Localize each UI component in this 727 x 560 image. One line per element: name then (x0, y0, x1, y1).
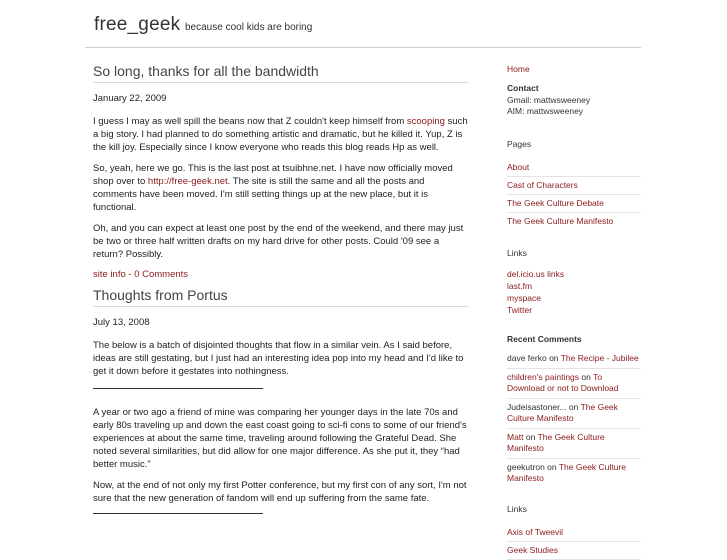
pages-heading: Pages (507, 139, 532, 149)
post (93, 286, 468, 514)
scooping-link[interactable]: scooping (406, 116, 445, 127)
site-title-link[interactable]: free_geek (94, 14, 181, 35)
contact-section (507, 83, 641, 117)
links-heading: Links (507, 504, 527, 514)
links-section-2 (507, 504, 641, 560)
list-item (507, 280, 641, 292)
home-link[interactable]: Home (507, 64, 530, 74)
comment-post-link[interactable]: The Geek Culture Manifesto (507, 402, 618, 423)
comments-link[interactable]: 0 Comments (134, 269, 189, 280)
comment-post-link[interactable]: The Recipe - Jubilee (560, 353, 639, 363)
comment-item (507, 459, 641, 488)
comment-item (507, 369, 641, 399)
comment-author: geekutron (507, 462, 545, 472)
site-info-link[interactable]: site info (93, 269, 126, 280)
list-item (507, 195, 641, 213)
comment-author-link[interactable]: children's paintings (507, 372, 580, 382)
post-title[interactable] (93, 286, 468, 307)
link-twitter[interactable]: Twitter (507, 305, 533, 315)
comment-post-link[interactable]: The Geek Culture Manifesto (507, 462, 626, 483)
post-meta (93, 269, 468, 280)
site-tagline: because cool kids are boring (185, 22, 313, 33)
list-item (507, 292, 641, 304)
post-title-link[interactable]: So long, thanks for all the bandwidth (93, 63, 319, 79)
post-title[interactable] (93, 62, 468, 83)
link-myspace[interactable]: myspace (507, 293, 542, 303)
recent-comments-heading: Recent Comments (507, 334, 582, 344)
divider (93, 513, 263, 514)
comment-item (507, 399, 641, 429)
comment-post-link[interactable]: The Geek Culture Manifesto (507, 432, 605, 453)
contact-heading: Contact (507, 83, 539, 93)
recent-comments-section (507, 334, 641, 488)
comment-on: on (566, 402, 581, 412)
comment-author: Judeisastoner... (507, 402, 567, 412)
page-link-manifesto[interactable]: The Geek Culture Manifesto (507, 216, 614, 226)
contact-gmail: Gmail: mattwsweeney (507, 95, 591, 105)
comment-on: on (579, 372, 594, 382)
link-axis-of-tweevil[interactable]: Axis of Tweevil (507, 527, 564, 537)
meta-separator: - (125, 269, 135, 280)
page-link-debate[interactable]: The Geek Culture Debate (507, 198, 604, 208)
post-paragraph (93, 162, 468, 214)
sidebar (507, 64, 641, 560)
post (93, 62, 468, 280)
link-lastfm[interactable]: last.fm (507, 281, 533, 291)
comment-item (507, 429, 641, 459)
main-content (93, 62, 468, 531)
comment-on: on (546, 353, 561, 363)
post-text: So, yeah, here we go. This is the last post at tsuibhne.net. I have now officially moved shop over to (93, 163, 453, 187)
comment-on: on (523, 432, 538, 442)
list-item (507, 268, 641, 280)
post-paragraph (93, 115, 468, 154)
recent-comments-list (507, 350, 641, 488)
post-paragraph: A year or two ago a friend of mine was comparing her younger days in the late 70s and early 80s traveling up and down the east coast going to sci-fi cons to some of our friend's experiences at about the same time, traveling around following the Grateful Dead. She noted several similarities, but did allow for one major difference. As she put it, they “had better music.” (93, 407, 467, 470)
post-paragraph: The below is a batch of disjointed thoughts that flow in a similar vein. As I said before, ideas are still gestating, but I just had an interesting idea pop into my head and I'd like to get it down before it gestates into nothingness. (93, 340, 464, 377)
free-geek-link[interactable]: http://free-geek.net (147, 176, 228, 187)
comment-item (507, 350, 641, 369)
post-paragraph: Oh, and you can expect at least one post by the end of the weekend, and there may just be two or three half written drafts on my hard drive for other posts. Could '09 see a return? Possibly. (93, 223, 464, 260)
divider (93, 388, 263, 389)
page-link-about[interactable]: About (507, 162, 530, 172)
comment-post-link[interactable]: To Download or not to Download (507, 372, 619, 393)
page-link-cast[interactable]: Cast of Characters (507, 180, 578, 190)
list-item (507, 304, 641, 316)
links-section (507, 248, 641, 316)
post-text: . The site is still the same and all the posts and comments have been moved. I'm still setting things up at the new place, but it is functional. (93, 176, 429, 213)
links-list (507, 268, 641, 316)
list-item (507, 159, 641, 177)
list-item (507, 213, 641, 230)
pages-list (507, 159, 641, 230)
links-heading: Links (507, 248, 527, 258)
link-delicious[interactable]: del.icio.us links (507, 269, 565, 279)
pages-section (507, 139, 641, 230)
links-list-2 (507, 524, 641, 560)
site-header (85, 14, 641, 48)
sidebar-home (507, 64, 641, 74)
post-date: January 22, 2009 (93, 93, 167, 104)
comment-author-link[interactable]: Matt (507, 432, 524, 442)
post-date: July 13, 2008 (93, 317, 150, 328)
comment-author: dave ferko (507, 353, 547, 363)
comment-on: on (544, 462, 559, 472)
post-text: I guess I may as well spill the beans now that Z couldn't keep himself from (93, 116, 407, 127)
link-geek-studies[interactable]: Geek Studies (507, 545, 559, 555)
list-item (507, 177, 641, 195)
post-title-link[interactable]: Thoughts from Portus (93, 287, 228, 303)
list-item (507, 524, 641, 542)
contact-aim: AIM: mattwsweeney (507, 106, 584, 116)
post-paragraph: Now, at the end of not only my first Potter conference, but my first con of any sort, I'm not sure that the new generation of fandom will end up suffering from the same fate. (93, 480, 467, 504)
post-text: such a big story. I had planned to do something artistic and dramatic, but he killed it. Yup, Z is the kill joy. Especially since I know everyone who reads this blog reads Hp as well. (93, 116, 468, 153)
